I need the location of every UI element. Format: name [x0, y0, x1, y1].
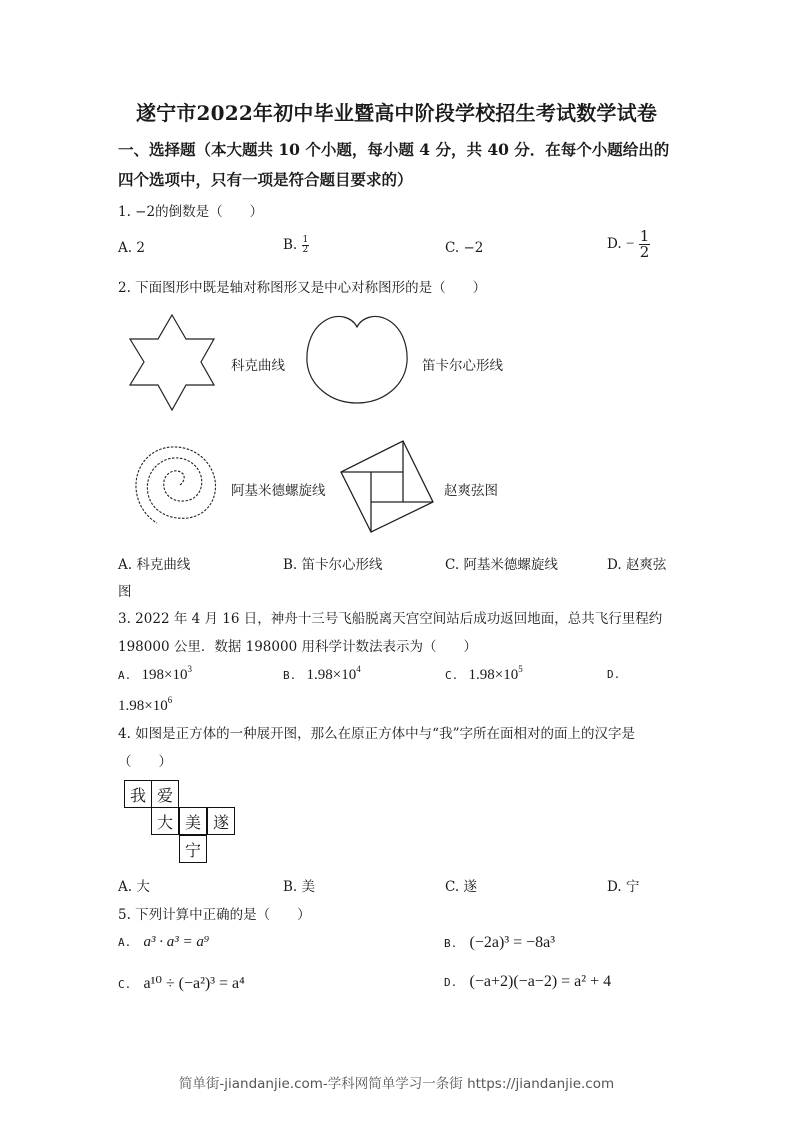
- option-value: 阿基米德螺旋线: [463, 557, 558, 573]
- option-expression: [118, 695, 173, 714]
- option-value: 遂: [463, 879, 477, 895]
- q4-option-c: [445, 875, 477, 895]
- mantissa: 198: [141, 667, 165, 683]
- exponent: 6: [167, 695, 173, 705]
- times-ten: ×10: [494, 667, 519, 683]
- net-cell-da: 大: [151, 807, 179, 835]
- option-value: 2: [136, 240, 145, 256]
- option-value: 美: [301, 879, 316, 895]
- option-expression: (−2a)³ = −8a³: [469, 934, 556, 951]
- question-4-stem-line2: （ ）: [118, 754, 172, 770]
- cardioid-caption: 笛卡尔心形线: [422, 358, 503, 374]
- option-label: D.: [607, 236, 622, 252]
- question-4-stem-line1: 4. 如图是正方体的一种展开图，那么在原正方体中与“我”字所在面相对的面上的汉字是: [118, 726, 635, 742]
- option-expression: [306, 664, 361, 683]
- section-heading-line2: 四个选项中，只有一项是符合题目要求的）: [118, 170, 413, 189]
- option-label: C.: [118, 978, 132, 991]
- option-label: C.: [445, 669, 459, 682]
- mantissa: 1.98: [468, 667, 495, 683]
- option-expression: a¹⁰ ÷ (−a²)³ = a⁴: [143, 975, 245, 992]
- net-cell-mei: 美: [179, 807, 207, 835]
- question-5-stem: 5. 下列计算中正确的是（ ）: [118, 907, 311, 923]
- q2-option-c: [445, 553, 558, 573]
- option-label: D.: [607, 557, 622, 573]
- q3-option-c: [445, 664, 523, 684]
- option-value: −2: [463, 240, 484, 256]
- option-label: C.: [445, 557, 460, 573]
- archimedean-spiral-caption: 阿基米德螺旋线: [231, 483, 326, 499]
- option-label: C.: [445, 879, 460, 895]
- option-label: B.: [283, 669, 297, 682]
- q5-option-b: [444, 934, 555, 952]
- question-1-stem: 1. −2的倒数是（ ）: [118, 204, 264, 220]
- option-expression: [468, 664, 523, 683]
- denominator: 2: [302, 245, 309, 255]
- q5-option-c: [118, 973, 245, 993]
- option-label: A.: [118, 669, 132, 682]
- option-value: 科克曲线: [136, 557, 191, 573]
- mantissa: 1.98: [118, 698, 145, 714]
- net-cell-ai: 爱: [151, 780, 179, 808]
- question-2-stem: 2. 下面图形中既是轴对称图形又是中心对称图形的是（ ）: [118, 280, 487, 296]
- option-value: 大: [136, 879, 150, 895]
- option-label: A.: [118, 936, 132, 949]
- option-label: B.: [444, 937, 458, 950]
- q3-option-d: [118, 695, 172, 715]
- option-value: 笛卡尔心形线: [301, 557, 383, 573]
- option-value: 赵爽弦: [625, 557, 667, 573]
- times-ten: ×10: [164, 667, 188, 683]
- zhao-shuang-caption: 赵爽弦图: [444, 483, 498, 499]
- koch-curve-caption: 科克曲线: [231, 358, 285, 374]
- net-cell-ning: 宁: [179, 835, 207, 863]
- net-cell-wo: 我: [124, 780, 152, 808]
- option-expression: a³ · a³ = a⁹: [143, 934, 210, 950]
- q2-option-d: [607, 553, 666, 573]
- option-value: 宁: [625, 879, 640, 895]
- option-label: B.: [283, 237, 298, 253]
- numerator: 1: [302, 235, 309, 245]
- net-cell-sui: 遂: [207, 807, 235, 835]
- option-label: A.: [118, 557, 133, 573]
- option-label: A.: [118, 879, 133, 895]
- question-3-stem-line2: 198000 公里．数据 198000 用科学计数法表示为（ ）: [118, 639, 477, 655]
- times-ten: ×10: [144, 698, 168, 714]
- q4-option-b: [283, 875, 315, 895]
- exponent: 5: [518, 664, 523, 674]
- option-label: A.: [118, 240, 133, 256]
- q2-option-b: [283, 553, 383, 573]
- option-label: B.: [283, 879, 298, 895]
- mantissa: 1.98: [306, 667, 333, 683]
- exponent: 3: [187, 664, 193, 674]
- option-label: B.: [283, 557, 298, 573]
- q4-option-a: [118, 875, 150, 895]
- option-expression: (−a+2)(−a−2) = a² + 4: [469, 973, 612, 990]
- q4-option-d: [607, 875, 639, 895]
- q3-option-d-label: [607, 666, 620, 682]
- option-label: D.: [444, 976, 458, 989]
- section-heading-line1: 一、选择题（本大题共 10 个小题，每小题 4 分，共 40 分．在每个小题给出的: [118, 140, 670, 159]
- q3-option-b: [283, 664, 361, 684]
- numerator: 1: [639, 227, 650, 245]
- option-expression: [141, 664, 193, 683]
- option-label: C.: [445, 240, 460, 256]
- q2-option-d-wrap: 图: [118, 584, 132, 600]
- footer-watermark: 简单街-jiandanjie.com-学科网简单学习一条街 https://jiandanjie.com: [178, 1076, 615, 1092]
- q2-option-a: [118, 553, 190, 573]
- option-label: D.: [607, 879, 622, 895]
- q5-option-a: [118, 934, 209, 951]
- q5-option-d: [444, 973, 611, 991]
- q3-option-a: [118, 664, 192, 684]
- exponent: 4: [356, 664, 361, 674]
- times-ten: ×10: [332, 667, 357, 683]
- denominator: 2: [639, 243, 650, 261]
- option-label: D.: [607, 668, 621, 681]
- minus-sign: −: [625, 236, 635, 252]
- page-title: 遂宁市2022年初中毕业暨高中阶段学校招生考试数学试卷: [135, 101, 658, 125]
- question-3-stem-line1: 3. 2022 年 4 月 16 日，神舟十三号飞船脱离天宫空间站后成功返回地面，总共飞行里程约: [118, 611, 663, 627]
